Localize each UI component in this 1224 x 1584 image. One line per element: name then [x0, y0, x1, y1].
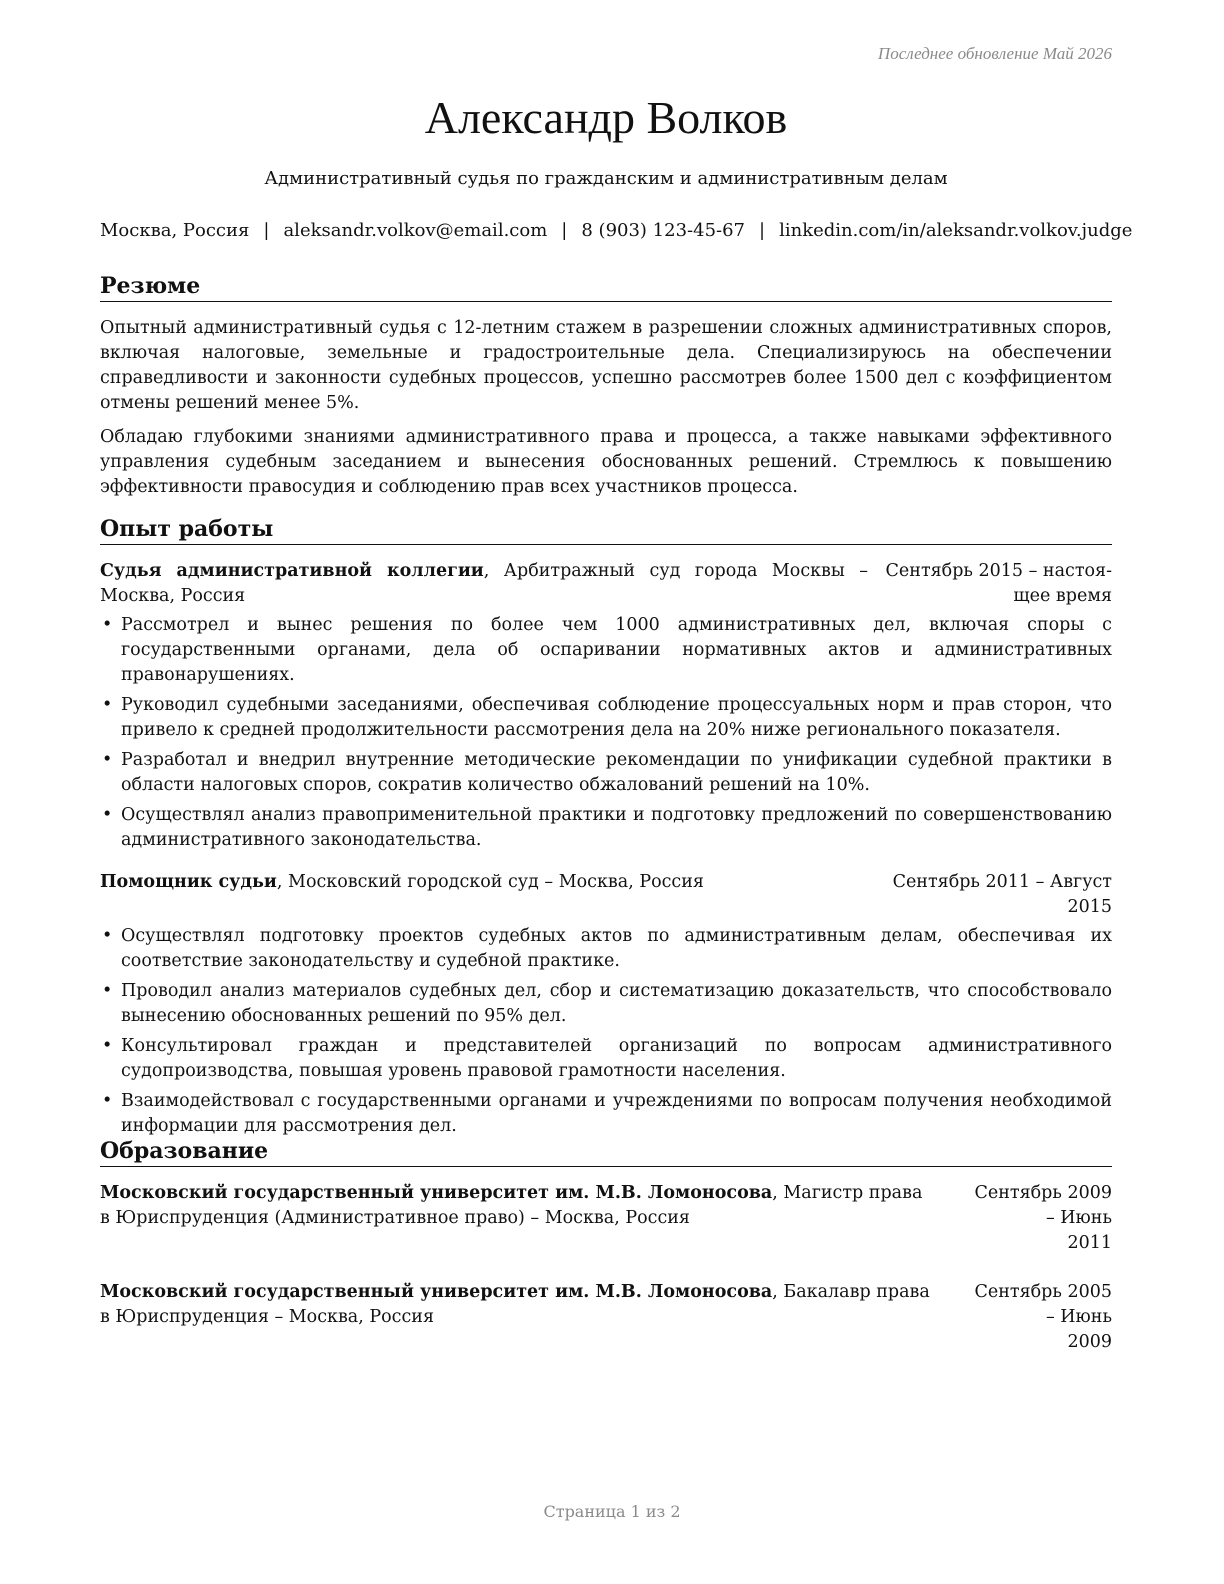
entry-degree: , Бакалавр права: [772, 1282, 930, 1302]
entry-school: Московский государственный университет им. М.В. Ломоносова: [100, 1183, 773, 1203]
education-entry: [100, 1181, 1112, 1256]
experience-entry: [100, 870, 1112, 1139]
entry-degree: , Магистр права: [772, 1183, 923, 1203]
contact-phone[interactable]: 8 (903) 123-45-67: [581, 220, 746, 241]
section-title-education: Образование: [100, 1137, 1112, 1167]
contact-location: Москва, Россия: [100, 220, 250, 241]
list-item: • Рассмотрел и вынес решения по более чем 1000 административных дел, включая споры с государственными органами, дела об оспаривании нормативных актов и административных правонарушениях.: [100, 613, 1112, 688]
person-name: Александр Волков: [424, 92, 788, 143]
entry-dates: Сентябрь 2005 – Июнь: [974, 1282, 1112, 1327]
job-title: Административный судья по гражданским и административным делам: [264, 168, 948, 189]
summary-section: [100, 272, 1112, 500]
list-item: • Взаимодействовал с государственными органами и учреждениями по вопросам получения необходимой информации для рассмотрения дел.: [100, 1089, 1112, 1139]
entry-dates: Сентябрь 2011 – Август: [892, 872, 1112, 892]
list-item: • Разработал и внедрил внутренние методические рекомендации по унификации судебной практики в области налоговых споров, сократив количество обжалований решений на 10%.: [100, 748, 1112, 798]
entry-school: Московский государственный университет им. М.В. Ломоносова: [100, 1282, 773, 1302]
experience-entry: [100, 559, 1112, 853]
contact-email[interactable]: aleksandr.volkov@email.com: [283, 220, 548, 241]
entry-dates-cont: щее время: [1013, 586, 1112, 606]
summary-paragraph: Опытный административный судья с 12-летним стажем в разрешении сложных административных споров, включая налоговые, земельные и градостроительные дела. Специализируюсь на обеспечении справедливости и законности судебных процессов, успешно рассмотрев более 1500 дел с коэффициентом отмены решений менее 5%.: [100, 318, 1112, 413]
list-item: • Осуществлял подготовку проектов судебных актов по административным делам, обеспечивая их соответствие законодательству и судебной практике.: [100, 924, 1112, 974]
section-title-experience: Опыт работы: [100, 515, 1112, 545]
entry-degree-cont: в Юриспруденция (Административное право) – Москва, Россия: [100, 1208, 690, 1228]
entry-header: [100, 559, 1112, 609]
education-section: [100, 1137, 1112, 1355]
entry-degree-cont: в Юриспруденция – Москва, Россия: [100, 1307, 434, 1327]
entry-header: [100, 870, 1112, 920]
entry-dates-cont: 2011: [1067, 1233, 1112, 1253]
entry-role: Судья административной коллегии: [100, 561, 484, 581]
entry-bullets: [100, 924, 1112, 1139]
entry-bullets: [100, 613, 1112, 853]
list-item: • Руководил судебными заседаниями, обеспечивая соблюдение процессуальных норм и прав сторон, что привело к средней продолжительности рассмотрения дела на 20% ниже регионального показателя.: [100, 693, 1112, 743]
contact-linkedin[interactable]: linkedin.com/in/aleksandr.volkov.judge: [779, 220, 1133, 241]
entry-organization: , Арбитражный суд города Москвы – Москва, Россия: [100, 561, 869, 606]
page-number: Страница 1 из 2: [543, 1502, 681, 1521]
list-item: • Осуществлял анализ правоприменительной практики и подготовку предложений по совершенствованию административного законодательства.: [100, 803, 1112, 853]
contact-separator: |: [759, 220, 766, 241]
list-item: • Проводил анализ материалов судебных дел, сбор и систематизацию доказательств, что способствовало вынесению обоснованных решений по 95% дел.: [100, 979, 1112, 1029]
contact-separator: |: [561, 220, 568, 241]
entry-dates-cont: 2009: [1067, 1332, 1112, 1352]
contact-line: [100, 220, 1133, 241]
last-updated: Последнее обновление Май 2026: [877, 44, 1112, 63]
entry-header: [100, 1280, 1112, 1355]
summary-paragraph: Обладаю глубокими знаниями административного права и процесса, а также навыками эффективного управления судебным заседанием и вынесения обоснованных решений. Стремлюсь к повышению эффективности правосудия и соблюдению прав всех участников процесса.: [100, 427, 1112, 497]
contact-separator: |: [263, 220, 270, 241]
education-entry: [100, 1280, 1112, 1355]
entry-dates: Сентябрь 2015 – настоя-: [885, 561, 1112, 581]
experience-section: [100, 515, 1112, 1144]
entry-header: [100, 1181, 1112, 1256]
list-item: • Консультировал граждан и представителей организаций по вопросам административного судопроизводства, повышая уровень правовой грамотности населения.: [100, 1034, 1112, 1084]
section-title-summary: Резюме: [100, 272, 1112, 302]
entry-dates-cont: 2015: [1067, 897, 1112, 917]
entry-role: Помощник судьи: [100, 872, 277, 892]
entry-organization: , Московский городской суд – Москва, Россия: [276, 872, 704, 892]
entry-dates: Сентябрь 2009 – Июнь: [974, 1183, 1112, 1228]
